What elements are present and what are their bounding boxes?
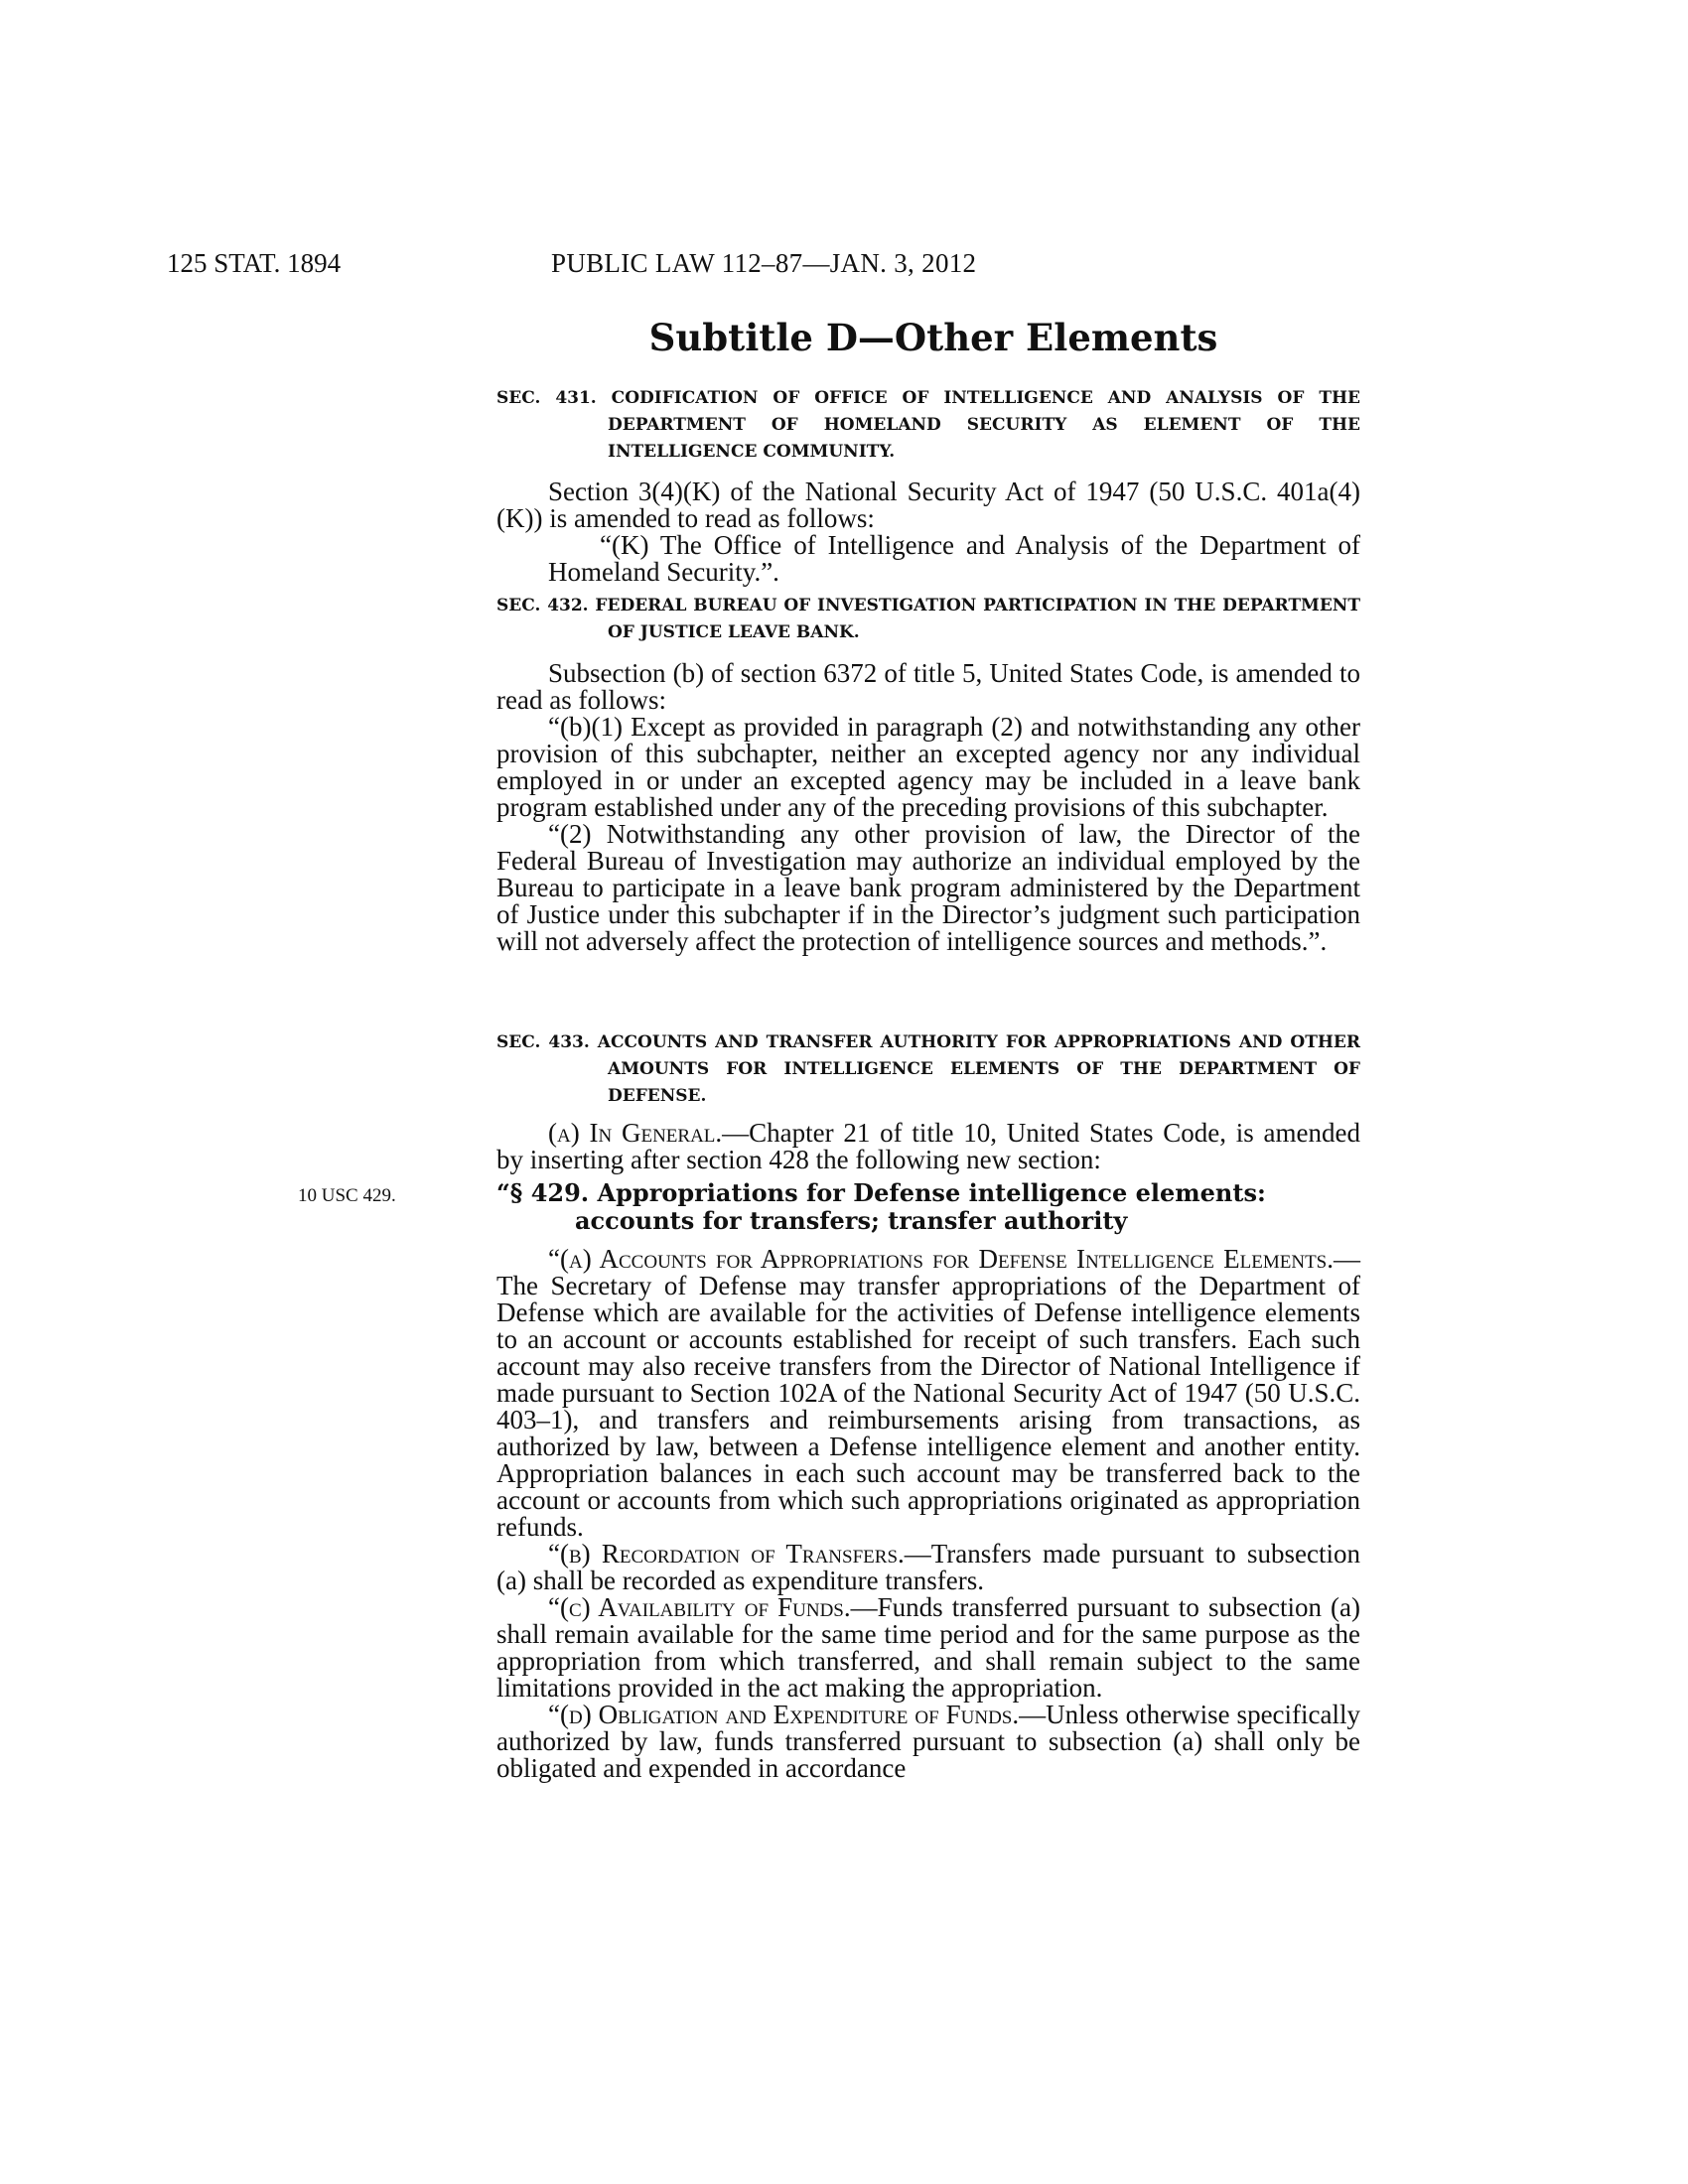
sec-432-quoted-b2: “(2) Notwithstanding any other provision of law, the Director of the Federal Bureau of Investigation may authorize an individual employed by the Bureau to participate in a leave bank program administered by the Department of Justice under this subchapter if in the Director’s judgment such participation will not adversely affect the protection of intelligence sources and methods.”. xyxy=(496,819,1360,956)
sec-432-quoted-b1: “(b)(1) Except as provided in paragraph (2) and notwithstanding any other provision of this subchapter, neither an excepted agency nor any individual employed in or under an excepted agency may be included in a leave bank program established under any of the preceding provisions of this subchapter. xyxy=(496,712,1360,822)
sec-431-body xyxy=(496,478,1360,586)
public-law-reference: PUBLIC LAW 112–87—JAN. 3, 2012 xyxy=(551,248,977,278)
section-429-d-label: “(d) Obligation and Expenditure of Funds. xyxy=(548,1700,1020,1729)
margin-note-usc: 10 USC 429. xyxy=(298,1185,396,1206)
sec-431-paragraph: Section 3(4)(K) of the National Security Act of 1947 (50 U.S.C. 401a(4)(K)) is amended to read as follows: xyxy=(496,477,1360,533)
section-429-heading xyxy=(496,1179,1360,1235)
section-429-c-text: —Funds transferred pursuant to subsection (a) shall remain available for the same time period and for the same purpose as the appropriation from which transferred, and shall remain subject to the same limitations provided in the act making the appropriation. xyxy=(496,1592,1361,1703)
sec-433-a-text: —Chapter 21 of title 10, United States Code, is amended by inserting after section 428 the following new section: xyxy=(496,1118,1360,1174)
section-429-c-label: “(c) Availability of Funds. xyxy=(548,1592,851,1622)
section-429-b-text: —Transfers made pursuant to subsection (a) shall be recorded as expenditure transfers. xyxy=(496,1539,1360,1595)
stat-page-reference: 125 STAT. 1894 xyxy=(167,248,342,278)
section-429-subsection-a xyxy=(496,1246,1360,1541)
section-429 xyxy=(496,1179,1360,1235)
section-429-subsection-d xyxy=(496,1702,1360,1782)
sec-432-body xyxy=(496,660,1360,955)
subtitle-heading: Subtitle D—Other Elements xyxy=(648,316,1218,359)
section-429-a-text: —The Secretary of Defense may transfer appropriations of the Department of Defense which are available for the activities of Defense intelligence elements to an account or accounts established for receipt of such transfers. Each such account may also receive transfers from the Director of National Intelligence if made pursuant to Section 102A of the National Security Act of 1947 (50 U.S.C. 403–1), and transfers and reimbursements arising from transactions, as authorized by law, between a Defense intelligence element and another entity. Appropriation balances in each such account may be transferred back to the account or accounts from which such appropriations originated as appropriation refunds. xyxy=(496,1244,1360,1542)
sec-432-heading: SEC. 432. FEDERAL BUREAU OF INVESTIGATION PARTICIPATION IN THE DEPARTMENT OF JUSTICE LEAVE BANK. xyxy=(496,596,1360,642)
sec-433-a-label: (a) In General. xyxy=(548,1118,723,1148)
section-429-d-text: —Unless otherwise specifically authorized by law, funds transferred pursuant to subsection (a) shall only be obligated and expended in accordance xyxy=(496,1700,1360,1783)
sec-432 xyxy=(496,593,1360,646)
running-header xyxy=(0,248,1688,288)
section-429-heading-line1: “§ 429. Appropriations for Defense intelligence elements: xyxy=(496,1178,1266,1207)
sec-431-heading: SEC. 431. CODIFICATION OF OFFICE OF INTELLIGENCE AND ANALYSIS OF THE DEPARTMENT OF HOMELAND SECURITY AS ELEMENT OF THE INTELLIGENCE COMMUNITY. xyxy=(496,388,1360,462)
section-429-a-label: “(a) Accounts for Appropriations for Defense Intelligence Elements. xyxy=(548,1244,1334,1274)
sec-432-paragraph: Subsection (b) of section 6372 of title 5, United States Code, is amended to read as follows: xyxy=(496,658,1360,715)
sec-433-subsection-a xyxy=(496,1120,1360,1173)
section-429-subsection-c xyxy=(496,1594,1360,1702)
section-429-b-label: “(b) Recordation of Transfers. xyxy=(548,1539,905,1569)
sec-433-body xyxy=(496,1120,1360,1173)
sec-431 xyxy=(496,385,1360,466)
sec-433-heading: SEC. 433. ACCOUNTS AND TRANSFER AUTHORITY FOR APPROPRIATIONS AND OTHER AMOUNTS FOR INTELLIGENCE ELEMENTS OF THE DEPARTMENT OF DEFENSE. xyxy=(496,1032,1360,1106)
section-429-subsection-b xyxy=(496,1541,1360,1594)
section-429-body xyxy=(496,1246,1360,1782)
sec-431-quoted-text: “(K) The Office of Intelligence and Analysis of the Department of Homeland Security.”. xyxy=(548,530,1360,587)
section-429-heading-line2: accounts for transfers; transfer authority xyxy=(575,1206,1128,1235)
sec-433 xyxy=(496,1029,1360,1110)
